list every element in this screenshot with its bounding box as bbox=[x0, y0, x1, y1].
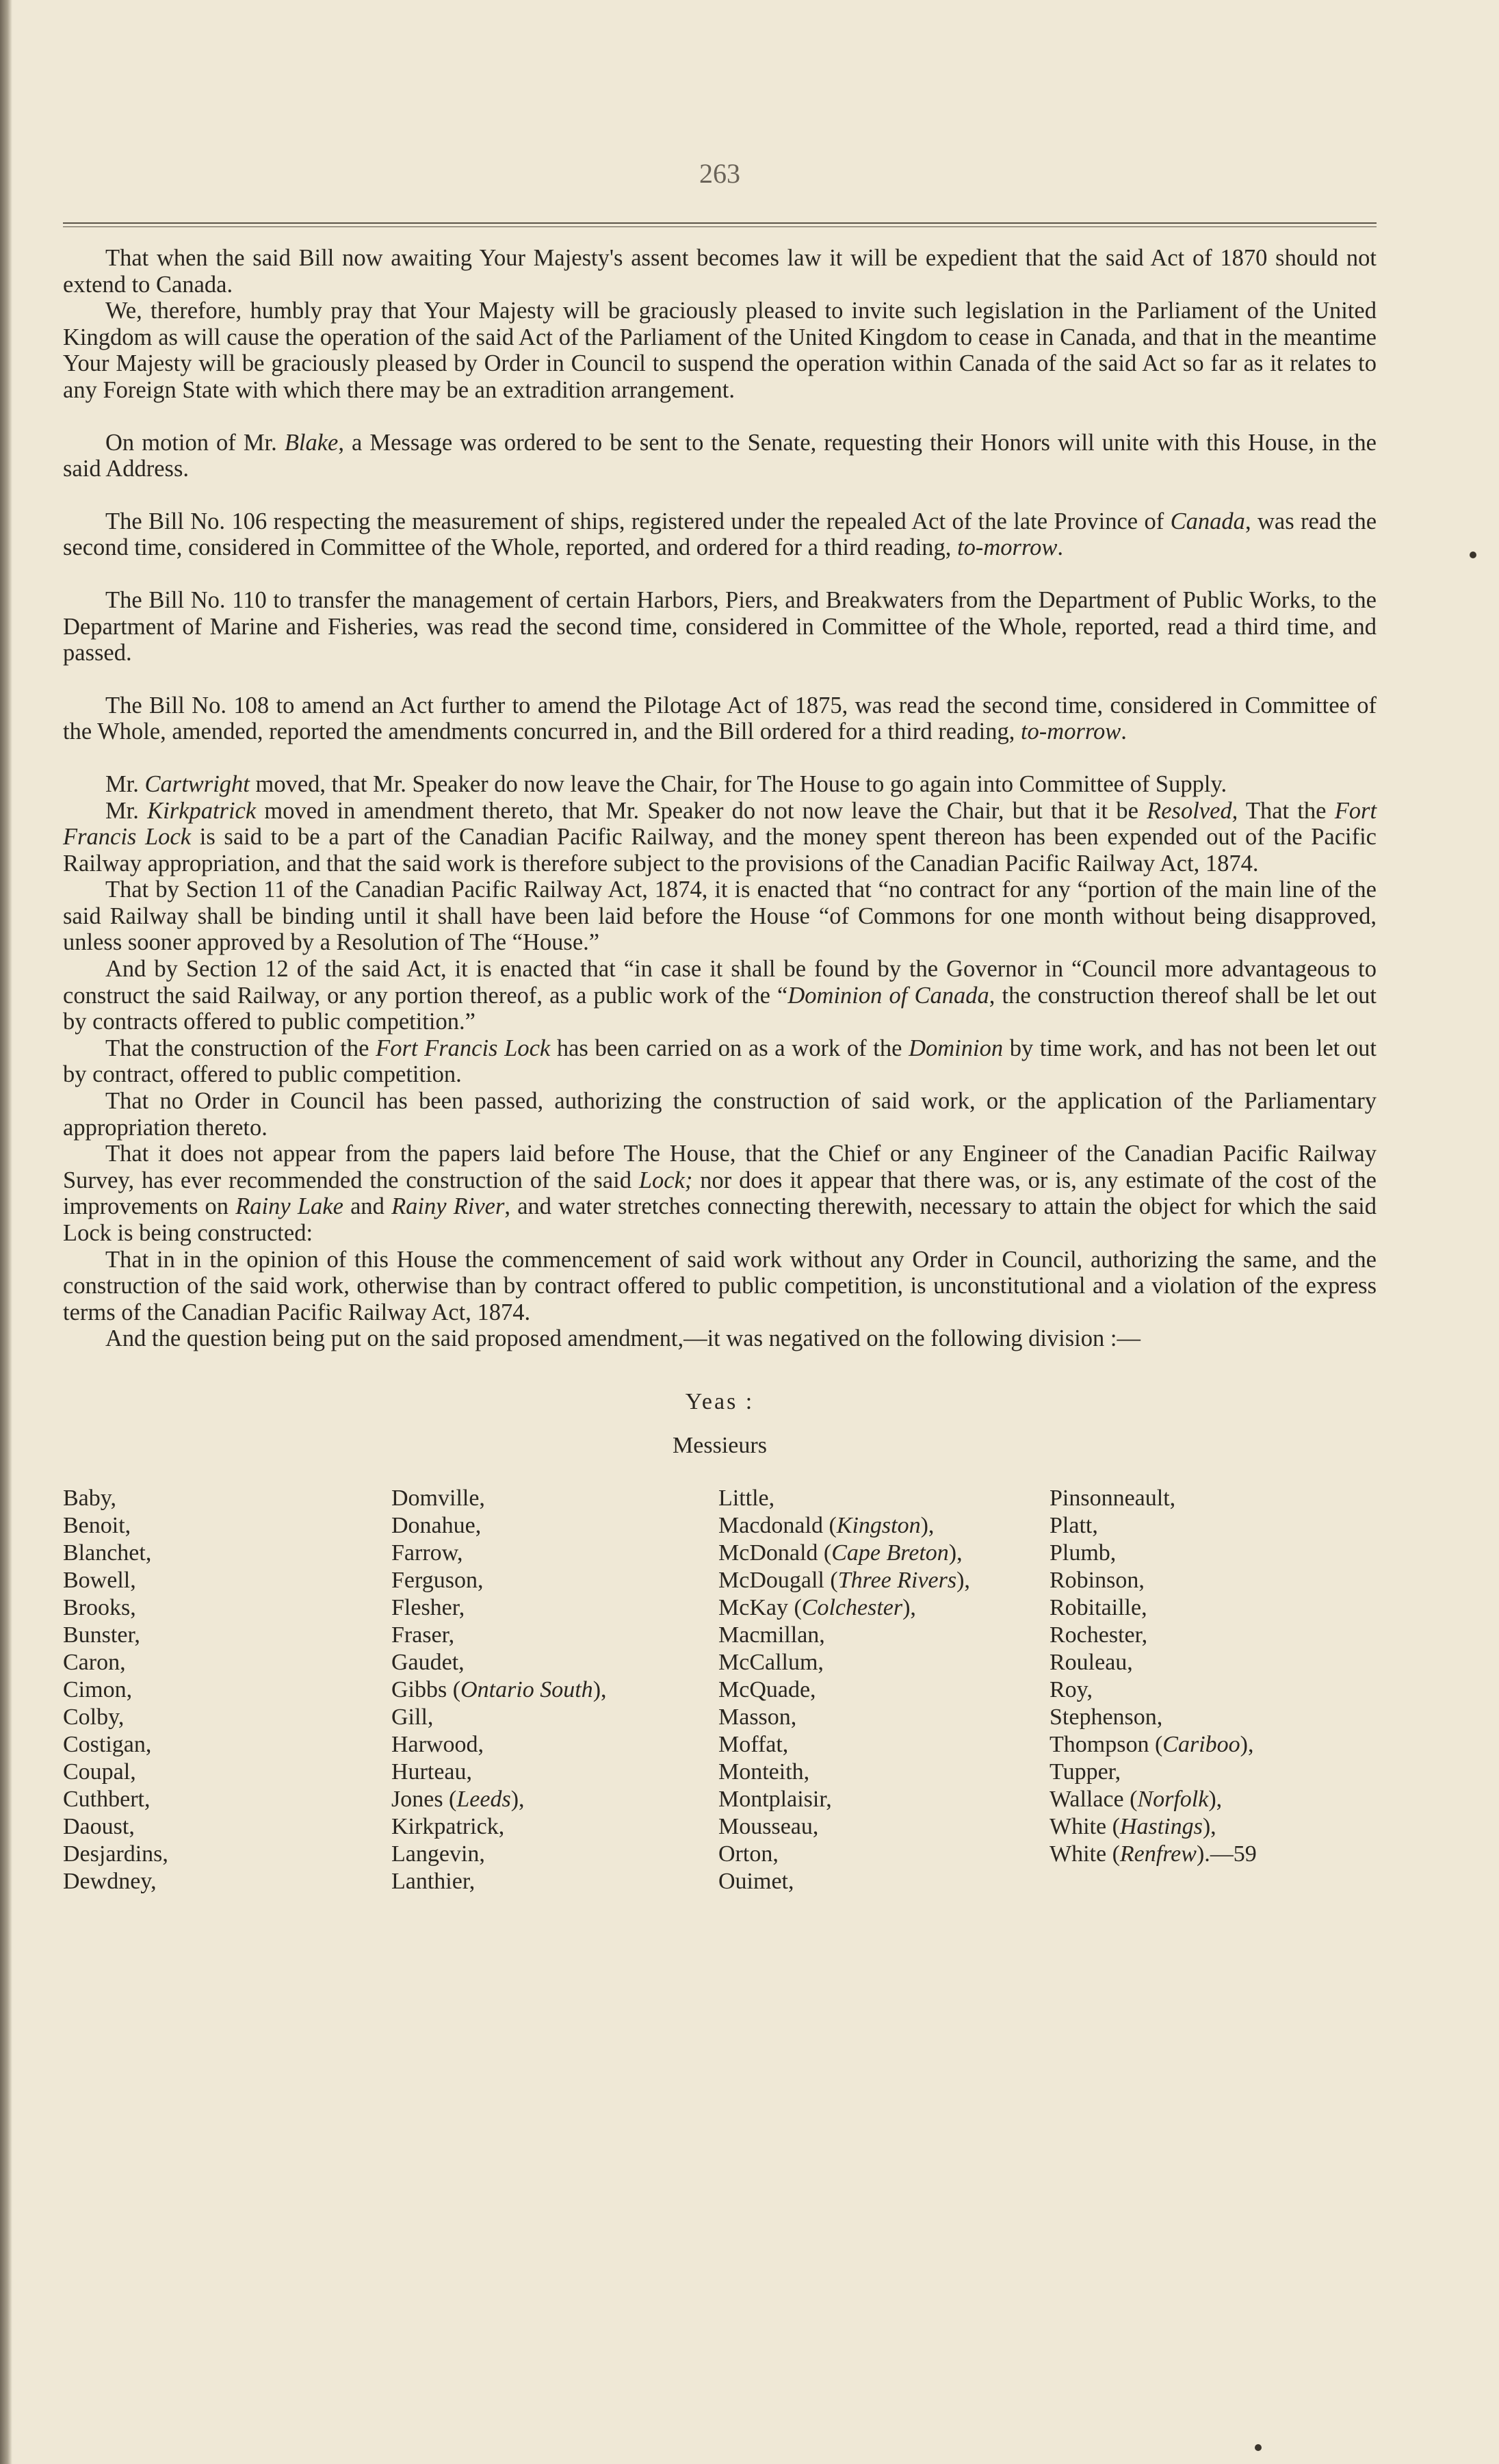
member-name bbox=[63, 1540, 391, 1567]
text-run: by time work, and has not been let out by contract, offered to public competition. bbox=[63, 1035, 1377, 1088]
text-run: Robitaille, bbox=[1050, 1594, 1147, 1620]
italic-text: to-morrow bbox=[957, 534, 1058, 561]
member-name bbox=[718, 1485, 1050, 1512]
text-run: Benoit, bbox=[63, 1512, 131, 1538]
text-run: , the construction thereof shall be let out by contracts offered to public competition.” bbox=[63, 982, 1377, 1035]
paragraph-p13 bbox=[63, 1141, 1377, 1246]
text-run: Orton, bbox=[718, 1841, 779, 1867]
member-name bbox=[718, 1759, 1050, 1786]
member-name bbox=[1050, 1786, 1377, 1813]
member-name bbox=[63, 1731, 391, 1759]
italic-text: Resolved, bbox=[1147, 797, 1238, 824]
member-name bbox=[391, 1786, 718, 1813]
paragraph-p9 bbox=[63, 877, 1377, 956]
member-name bbox=[1050, 1649, 1377, 1676]
member-name bbox=[718, 1813, 1050, 1841]
paragraph-p6 bbox=[63, 692, 1377, 745]
paragraph-p7 bbox=[63, 771, 1377, 798]
member-name bbox=[718, 1649, 1050, 1676]
text-run: Mr. bbox=[105, 770, 145, 797]
text-run: Costigan, bbox=[63, 1731, 152, 1757]
paragraph-p10 bbox=[63, 956, 1377, 1035]
division-column-3 bbox=[718, 1485, 1050, 1895]
text-run: Monteith, bbox=[718, 1759, 810, 1785]
text-run: Wallace ( bbox=[1050, 1786, 1138, 1812]
text-run: White ( bbox=[1050, 1841, 1120, 1867]
member-name bbox=[391, 1485, 718, 1512]
text-run: Fraser, bbox=[391, 1622, 455, 1648]
page-number: 263 bbox=[699, 158, 740, 189]
text-run: ), bbox=[510, 1786, 525, 1812]
header-rule bbox=[63, 222, 1377, 227]
member-name bbox=[391, 1594, 718, 1622]
italic-text: Dominion bbox=[909, 1035, 1004, 1061]
text-run: On motion of Mr. bbox=[105, 429, 285, 456]
italic-text: Lock; bbox=[638, 1167, 693, 1193]
text-run: Langevin, bbox=[391, 1841, 485, 1867]
text-run: Pinsonneault, bbox=[1050, 1485, 1176, 1511]
member-name bbox=[718, 1540, 1050, 1567]
member-name bbox=[63, 1759, 391, 1786]
page-binding-edge bbox=[0, 0, 12, 2464]
member-name bbox=[1050, 1813, 1377, 1841]
member-name bbox=[63, 1622, 391, 1649]
member-name bbox=[391, 1567, 718, 1594]
member-name bbox=[63, 1567, 391, 1594]
text-run: Caron, bbox=[63, 1649, 126, 1675]
italic-text: Canada bbox=[1170, 508, 1245, 534]
italic-text: Kingston bbox=[836, 1512, 921, 1538]
member-name bbox=[1050, 1676, 1377, 1704]
text-run: Mousseau, bbox=[718, 1813, 819, 1839]
member-name bbox=[718, 1567, 1050, 1594]
text-run: Platt, bbox=[1050, 1512, 1098, 1538]
text-run: That by Section 11 of the Canadian Pacific Railway Act, 1874, it is enacted that “no contract for any “portion of the main line of the said Railway shall be binding until it shall have been laid before the House “of Commons for one month without being disapproved, unless sooner approved by a Resolution of The “House.” bbox=[63, 877, 1377, 956]
text-run: McDougall ( bbox=[718, 1567, 838, 1593]
text-run: Farrow, bbox=[391, 1540, 463, 1566]
text-run: Dewdney, bbox=[63, 1868, 157, 1894]
member-name bbox=[1050, 1841, 1377, 1868]
text-run: We, therefore, humbly pray that Your Majesty will be graciously pleased to invite such legislation in the Parliament of the United Kingdom as will cause the operation of the said Act of the Parliament of the United Kingdom to cease in Canada, and that in the meantime Your Majesty will be graciously pleased by Order in Council to suspend the operation within Canada of the said Act so far as it relates to any Foreign State with which there may be an extradition arrangement. bbox=[63, 298, 1377, 403]
text-run: McKay ( bbox=[718, 1594, 802, 1620]
text-run: , a Message was ordered to be sent to the Senate, requesting their Honors will unite with this House, in the said Address. bbox=[63, 429, 1377, 482]
text-run: Flesher, bbox=[391, 1594, 465, 1620]
text-run: Desjardins, bbox=[63, 1841, 168, 1867]
text-run: Plumb, bbox=[1050, 1540, 1117, 1566]
italic-text: Kirkpatrick bbox=[147, 797, 257, 824]
italic-text: Cariboo bbox=[1162, 1731, 1240, 1757]
member-name bbox=[718, 1868, 1050, 1895]
member-name bbox=[391, 1868, 718, 1895]
member-name bbox=[718, 1704, 1050, 1731]
member-name bbox=[718, 1676, 1050, 1704]
text-run: nor does it appear that there was, or is, any estimate of the cost of the improvements on bbox=[63, 1167, 1377, 1220]
member-name bbox=[391, 1704, 718, 1731]
text-run: Hurteau, bbox=[391, 1759, 473, 1785]
text-run: Jones ( bbox=[391, 1786, 457, 1812]
text-run: moved, that Mr. Speaker do now leave the Chair, for The House to go again into Committee of Supply. bbox=[249, 770, 1227, 797]
text-run: That the construction of the bbox=[105, 1035, 376, 1061]
text-run: Stephenson, bbox=[1050, 1704, 1163, 1730]
text-run: Little, bbox=[718, 1485, 775, 1511]
division-heading: Yeas : bbox=[685, 1388, 755, 1414]
italic-text: Renfrew bbox=[1119, 1841, 1197, 1867]
text-run: Rouleau, bbox=[1050, 1649, 1133, 1675]
text-run: . bbox=[1057, 534, 1064, 561]
text-run: Masson, bbox=[718, 1704, 797, 1730]
ink-speck bbox=[1255, 2444, 1262, 2451]
text-run: Rochester, bbox=[1050, 1622, 1148, 1648]
text-run: . bbox=[1121, 718, 1127, 745]
paragraph-p1 bbox=[63, 245, 1377, 298]
text-run: That when the said Bill now awaiting Your Majesty's assent becomes law it will be expedient that the said Act of 1870 should not extend to Canada. bbox=[63, 245, 1377, 298]
text-run: Ouimet, bbox=[718, 1868, 794, 1894]
member-name bbox=[1050, 1567, 1377, 1594]
text-run: Cuthbert, bbox=[63, 1786, 151, 1812]
text-run: moved in amendment thereto, that Mr. Speaker do not now leave the Chair, but that it be bbox=[256, 797, 1147, 824]
body-text bbox=[63, 245, 1377, 1352]
text-run: ), bbox=[948, 1540, 963, 1566]
division-column-4 bbox=[1050, 1485, 1377, 1895]
text-run: And by Section 12 of the said Act, it is enacted that “in case it shall be found by the Governor in “Council more advantageous to construct the said Railway, or any portion thereof, as a public work of the “ bbox=[63, 956, 1377, 1009]
ink-speck bbox=[1470, 552, 1476, 558]
text-run: Blanchet, bbox=[63, 1540, 152, 1566]
text-run: Moffat, bbox=[718, 1731, 789, 1757]
text-run: McCallum, bbox=[718, 1649, 824, 1675]
member-name bbox=[391, 1813, 718, 1841]
member-name bbox=[63, 1813, 391, 1841]
division-subheading: Messieurs bbox=[673, 1432, 767, 1458]
member-name bbox=[1050, 1594, 1377, 1622]
text-run: That it does not appear from the papers laid before The House, that the Chief or any Engineer of the Canadian Pacific Railway Survey, has ever recommended the construction of the said bbox=[63, 1141, 1377, 1193]
member-name bbox=[718, 1622, 1050, 1649]
text-run: and bbox=[343, 1193, 392, 1220]
text-run: Mr. bbox=[105, 797, 148, 824]
text-run: Bowell, bbox=[63, 1567, 136, 1593]
member-name bbox=[391, 1731, 718, 1759]
text-run: Robinson, bbox=[1050, 1567, 1145, 1593]
member-name bbox=[1050, 1622, 1377, 1649]
member-name bbox=[1050, 1512, 1377, 1540]
text-run: Harwood, bbox=[391, 1731, 484, 1757]
paragraph-p15 bbox=[63, 1325, 1377, 1352]
text-run: McDonald ( bbox=[718, 1540, 832, 1566]
italic-text: Cartwright bbox=[144, 770, 250, 797]
member-name bbox=[1050, 1485, 1377, 1512]
italic-text: Rainy River bbox=[391, 1193, 505, 1220]
text-run: ), bbox=[1208, 1786, 1223, 1812]
italic-text: Fort Francis Lock bbox=[376, 1035, 551, 1061]
text-run: Thompson ( bbox=[1050, 1731, 1163, 1757]
member-name bbox=[63, 1704, 391, 1731]
text-run: That the bbox=[1238, 797, 1335, 824]
member-name bbox=[63, 1676, 391, 1704]
paragraph-p11 bbox=[63, 1035, 1377, 1088]
text-run: Bunster, bbox=[63, 1622, 140, 1648]
paragraph-p4 bbox=[63, 508, 1377, 561]
member-name bbox=[1050, 1704, 1377, 1731]
member-name bbox=[63, 1868, 391, 1895]
italic-text: Cape Breton bbox=[831, 1540, 949, 1566]
text-run: ), bbox=[920, 1512, 935, 1538]
member-name bbox=[63, 1786, 391, 1813]
member-name bbox=[63, 1649, 391, 1676]
text-run: Baby, bbox=[63, 1485, 117, 1511]
text-run: Kirkpatrick, bbox=[391, 1813, 505, 1839]
italic-text: Dominion of Canada bbox=[787, 982, 989, 1009]
text-run: And the question being put on the said proposed amendment,—it was negatived on the following division :— bbox=[105, 1325, 1140, 1352]
italic-text: Leeds bbox=[456, 1786, 511, 1812]
text-run: ).—59 bbox=[1196, 1841, 1257, 1867]
member-name bbox=[1050, 1731, 1377, 1759]
member-name bbox=[718, 1841, 1050, 1868]
text-run: The Bill No. 110 to transfer the management of certain Harbors, Piers, and Breakwaters from the Department of Public Works, to the Department of Marine and Fisheries, was read the second time, considered in Committee of the Whole, reported, read a third time, and passed. bbox=[63, 586, 1377, 666]
text-run: Coupal, bbox=[63, 1759, 136, 1785]
italic-text: Rainy Lake bbox=[235, 1193, 343, 1220]
text-run: is said to be a part of the Canadian Pacific Railway, and the money spent thereon has been expended out of the Pacific Railway appropriation, and that the said work is therefore subject to the provisions of the Canadian Pacific Railway Act, 1874. bbox=[63, 824, 1377, 877]
text-run: ), bbox=[1202, 1813, 1216, 1839]
member-name bbox=[63, 1512, 391, 1540]
italic-text: Ontario South bbox=[460, 1676, 593, 1702]
text-run: Domville, bbox=[391, 1485, 485, 1511]
text-run: ), bbox=[902, 1594, 916, 1620]
member-name bbox=[391, 1540, 718, 1567]
text-run: Ferguson, bbox=[391, 1567, 484, 1593]
paragraph-p12 bbox=[63, 1088, 1377, 1141]
text-run: , and water stretches connecting therewith, necessary to attain the object for which the said Lock is being constructed: bbox=[63, 1193, 1377, 1246]
member-name bbox=[718, 1512, 1050, 1540]
text-run: Macdonald ( bbox=[718, 1512, 837, 1538]
text-run: Gill, bbox=[391, 1704, 434, 1730]
journal-page bbox=[63, 157, 1377, 1895]
member-name bbox=[391, 1759, 718, 1786]
paragraph-p8 bbox=[63, 798, 1377, 877]
member-name bbox=[391, 1649, 718, 1676]
member-name bbox=[391, 1622, 718, 1649]
paragraph-p14 bbox=[63, 1247, 1377, 1326]
text-run: , was read the second time, considered in Committee of the Whole, reported, and ordered for a third reading, bbox=[63, 508, 1377, 561]
member-name bbox=[63, 1594, 391, 1622]
text-run: That no Order in Council has been passed, authorizing the construction of said work, or the application of the Parliamentary appropriation thereto. bbox=[63, 1088, 1377, 1141]
member-name bbox=[1050, 1540, 1377, 1567]
member-name bbox=[718, 1786, 1050, 1813]
text-run: Colby, bbox=[63, 1704, 125, 1730]
text-run: Roy, bbox=[1050, 1676, 1093, 1702]
paragraph-p5 bbox=[63, 587, 1377, 666]
text-run: Montplaisir, bbox=[718, 1786, 832, 1812]
text-run: The Bill No. 108 to amend an Act further to amend the Pilotage Act of 1875, was read the second time, considered in Committee of the Whole, amended, reported the amendments concurred in, and the Bill ordered for a third reading, bbox=[63, 692, 1377, 745]
italic-text: Blake bbox=[284, 429, 339, 456]
italic-text: Colchester bbox=[801, 1594, 903, 1620]
text-run: Cimon, bbox=[63, 1676, 133, 1702]
member-name bbox=[391, 1676, 718, 1704]
italic-text: Hastings bbox=[1119, 1813, 1203, 1839]
division-column-2 bbox=[391, 1485, 718, 1895]
italic-text: Norfolk bbox=[1137, 1786, 1209, 1812]
italic-text: Three Rivers bbox=[837, 1567, 957, 1593]
text-run: Macmillan, bbox=[718, 1622, 825, 1648]
member-name bbox=[1050, 1759, 1377, 1786]
italic-text: to-morrow bbox=[1020, 718, 1121, 745]
paragraph-p3 bbox=[63, 430, 1377, 482]
text-run: Lanthier, bbox=[391, 1868, 475, 1894]
text-run: Donahue, bbox=[391, 1512, 482, 1538]
member-name bbox=[63, 1485, 391, 1512]
member-name bbox=[391, 1512, 718, 1540]
member-name bbox=[718, 1594, 1050, 1622]
member-name bbox=[63, 1841, 391, 1868]
text-run: McQuade, bbox=[718, 1676, 816, 1702]
text-run: Daoust, bbox=[63, 1813, 135, 1839]
text-run: ), bbox=[956, 1567, 970, 1593]
text-run: Gaudet, bbox=[391, 1649, 465, 1675]
division-column-1 bbox=[63, 1485, 391, 1895]
division-list bbox=[63, 1485, 1377, 1895]
italic-text: Fort Francis Lock bbox=[63, 797, 1377, 851]
text-run: Tupper, bbox=[1050, 1759, 1121, 1785]
text-run: has been carried on as a work of the bbox=[550, 1035, 909, 1061]
member-name bbox=[718, 1731, 1050, 1759]
text-run: Gibbs ( bbox=[391, 1676, 461, 1702]
text-run: ), bbox=[1240, 1731, 1254, 1757]
text-run: White ( bbox=[1050, 1813, 1120, 1839]
text-run: That in in the opinion of this House the commencement of said work without any Order in Council, authorizing the same, and the construction of the said work, otherwise than by contract offered to public competition, is unconstitutional and a violation of the express terms of the Canadian Pacific Railway Act, 1874. bbox=[63, 1246, 1377, 1325]
text-run: ), bbox=[592, 1676, 607, 1702]
text-run: Brooks, bbox=[63, 1594, 136, 1620]
paragraph-p2 bbox=[63, 298, 1377, 403]
text-run: The Bill No. 106 respecting the measurement of ships, registered under the repealed Act of the late Province of bbox=[105, 508, 1171, 534]
member-name bbox=[391, 1841, 718, 1868]
